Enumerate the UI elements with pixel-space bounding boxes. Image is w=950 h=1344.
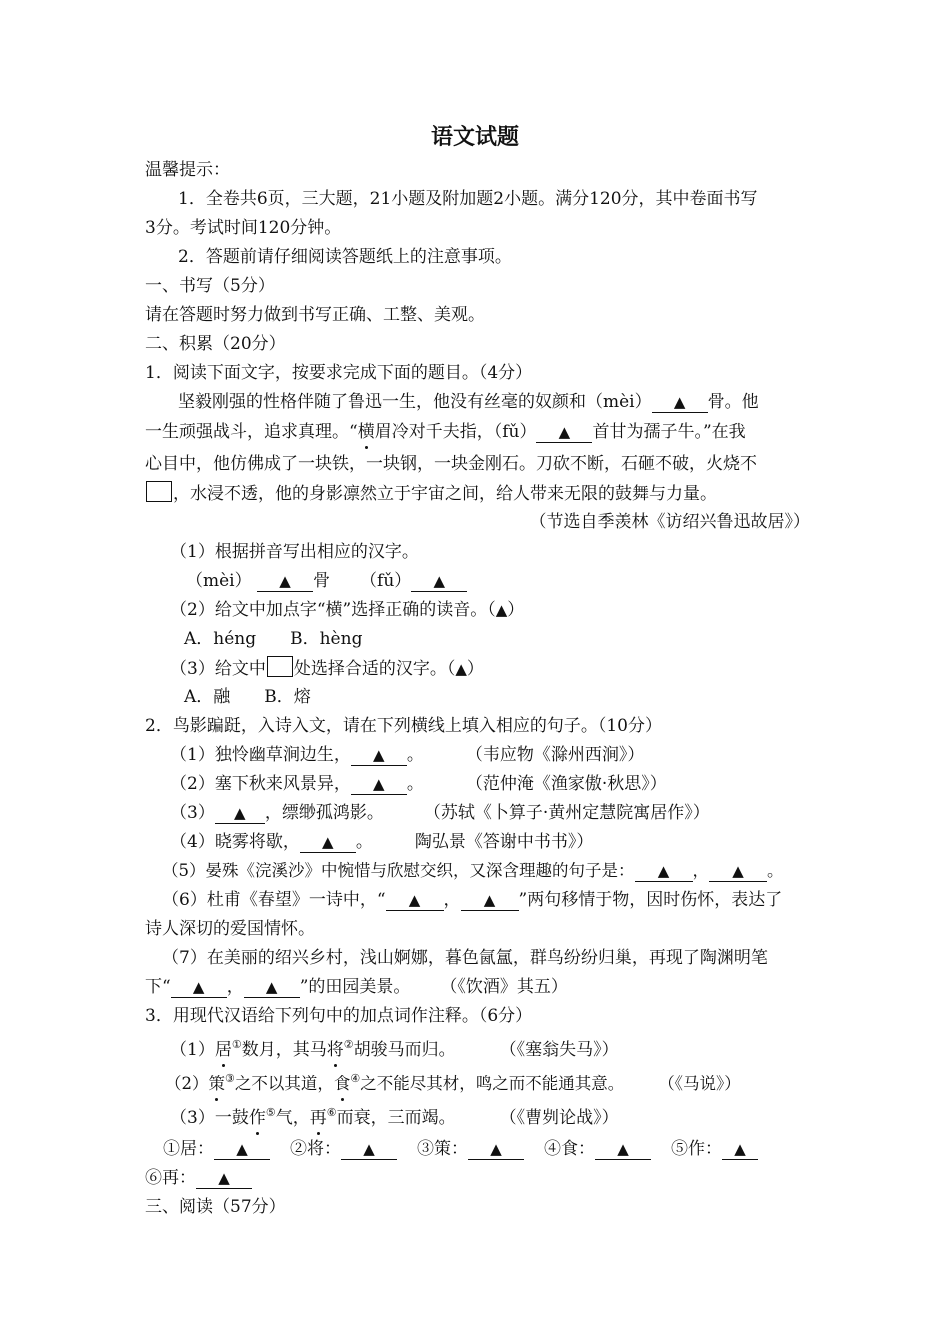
answer-blank[interactable] [214, 1139, 270, 1160]
answer-blank[interactable] [257, 571, 313, 592]
answer-blank[interactable] [652, 392, 708, 413]
answer-label: ②将： [290, 1139, 341, 1159]
triangle-icon: ▲ [322, 833, 334, 851]
question-text: 气， [275, 1108, 310, 1128]
tip-heading: 温馨提示： [145, 160, 230, 180]
answer-blank[interactable] [595, 1139, 651, 1160]
question-text: ， [226, 977, 244, 997]
dotted-char: 策 [209, 1072, 226, 1096]
triangle-icon: ▲ [373, 775, 385, 793]
pinyin-label: （mèi） [186, 571, 252, 591]
tip-2: 2．答题前请仔细阅读答题纸上的注意事项。 [178, 247, 512, 267]
source-text: （《曹刿论战》） [499, 1108, 619, 1128]
question-text: 。 [406, 774, 424, 794]
question-text: ”的田园美景。 [299, 977, 411, 997]
q2-line3 [170, 801, 835, 825]
passage-text: 首甘为孺子牛。”在我 [592, 422, 746, 442]
question-text: 下“ [145, 977, 171, 997]
question-text: 。 [767, 861, 784, 880]
q2-line6-cont: 诗人深切的爱国情怀。 [145, 919, 315, 939]
dotted-char: 横 [357, 422, 375, 442]
section1-text: 请在答题时努力做到书写正确、工整、美观。 [145, 305, 485, 325]
note-number: ④ [350, 1072, 361, 1085]
answer-blank[interactable] [722, 1139, 758, 1160]
q3-clause3 [170, 1101, 835, 1130]
q1-sub3 [170, 656, 835, 681]
answer-blank[interactable] [411, 571, 467, 592]
section2-heading: 二、积累（20分） [145, 334, 286, 354]
q2-line6 [162, 888, 827, 912]
q1-source: （节选自季羡林《访绍兴鲁迅故居》） [529, 512, 810, 532]
triangle-icon[interactable]: ▲ [495, 601, 508, 619]
answer-blank[interactable] [351, 745, 407, 766]
triangle-icon: ▲ [734, 1140, 746, 1158]
fill-box [146, 481, 172, 502]
source-text: 陶弘景《答谢中书书》） [414, 832, 594, 852]
q1-sub3-options: A．融 B．熔 [184, 687, 311, 707]
passage-text: 坚毅刚强的性格伴随了鲁迅一生，他没有丝毫的奴颜和（mèi） [178, 392, 652, 412]
q1-sub1-blanks [186, 569, 851, 593]
q1-stem: 1．阅读下面文字，按要求完成下面的题目。（4分） [145, 363, 533, 383]
q2-line7: （7）在美丽的绍兴乡村，浅山婀娜，暮色氤氲，群鸟纷纷归巢，再现了陶渊明笔 [162, 948, 768, 968]
answer-blank[interactable] [215, 803, 265, 824]
triangle-icon: ▲ [558, 423, 571, 441]
triangle-icon: ▲ [433, 572, 446, 590]
source-text: （韦应物《滁州西涧》） [465, 745, 645, 765]
q1-passage-line1 [178, 390, 843, 414]
tip-1a: 1．全卷共6页，三大题，21小题及附加题2小题。满分120分，其中卷面书写 [178, 189, 758, 209]
triangle-icon: ▲ [363, 1140, 375, 1158]
triangle-icon: ▲ [657, 862, 670, 880]
question-text: 处选择合适的汉字。（ [293, 659, 456, 679]
question-text: ，缥缈孤鸿影。 [264, 803, 384, 823]
q3-clause2 [165, 1067, 830, 1096]
q2-line7-cont [145, 975, 810, 999]
dotted-char: 再 [309, 1108, 327, 1128]
question-text: （3） [170, 803, 215, 823]
answer-blank[interactable] [341, 1139, 397, 1160]
question-text: 。 [406, 745, 424, 765]
answer-blank[interactable] [635, 861, 693, 882]
question-text: （2）给文中加点字“横”选择正确的读音。（ [170, 600, 496, 620]
question-text: 之不以其道， [234, 1074, 334, 1093]
section1-heading: 一、书写（5分） [145, 276, 275, 296]
triangle-icon: ▲ [192, 978, 205, 996]
dotted-char: 食 [334, 1072, 351, 1096]
triangle-icon: ▲ [732, 862, 744, 880]
source-text: （《饮酒》其五） [440, 977, 568, 997]
source-text: （范仲淹《渔家傲·秋思》） [465, 774, 667, 794]
triangle-icon: ▲ [218, 1169, 230, 1187]
source-text: （《塞翁失马》） [499, 1040, 619, 1060]
answer-blank[interactable] [196, 1168, 252, 1189]
question-text: （1）独怜幽草涧边生， [170, 745, 351, 765]
answer-blank[interactable] [536, 422, 592, 443]
triangle-icon[interactable]: ▲ [455, 660, 467, 678]
q1-sub1: （1）根据拼音写出相应的汉字。 [170, 542, 419, 562]
triangle-icon: ▲ [234, 804, 246, 822]
answer-blank[interactable] [468, 1139, 524, 1160]
q3-answers-cont [145, 1166, 810, 1190]
q1-passage-line4 [145, 481, 810, 506]
triangle-icon: ▲ [673, 393, 686, 411]
q3-answers [163, 1137, 813, 1161]
triangle-icon: ▲ [617, 1140, 629, 1158]
question-text: 。 [355, 832, 373, 852]
answer-label: ⑤作： [671, 1139, 722, 1159]
section3-heading: 三、阅读（57分） [145, 1197, 286, 1217]
answer-label: ⑥再： [145, 1168, 196, 1188]
triangle-icon: ▲ [483, 891, 496, 909]
note-number: ⑥ [326, 1106, 337, 1119]
question-text: ） [466, 659, 484, 679]
q2-line1 [170, 743, 835, 767]
fill-box [267, 656, 293, 677]
note-number: ③ [225, 1072, 235, 1085]
q2-stem: 2．鸟影蹁跹，入诗入文，请在下列横线上填入相应的句子。（10分） [145, 716, 662, 736]
question-text: （5）晏殊《浣溪沙》中惋惜与欣慰交织，又深含理趣的句子是： [162, 861, 635, 880]
question-text: 胡骏马而归。 [353, 1040, 456, 1060]
answer-blank[interactable] [461, 890, 519, 911]
dotted-char: 作 [248, 1108, 266, 1128]
page-title: 语文试题 [430, 125, 519, 150]
dotted-char: 居 [214, 1040, 232, 1060]
q3-stem: 3．用现代汉语给下列句中的加点词作注释。（6分） [145, 1006, 533, 1026]
q1-passage-line2 [145, 420, 810, 444]
char-label: 骨 [313, 571, 331, 591]
q1-sub2 [170, 598, 835, 622]
triangle-icon: ▲ [490, 1140, 502, 1158]
question-text: 之不能尽其材，鸣之而不能通其意。 [360, 1074, 625, 1093]
answer-blank[interactable] [171, 977, 227, 998]
passage-text: ，水浸不透，他的身影凛然立于宇宙之间，给人带来无限的鼓舞与力量。 [173, 484, 717, 504]
question-text: （2） [165, 1074, 209, 1093]
question-text: （3）给文中 [170, 659, 266, 679]
note-number: ① [231, 1038, 242, 1051]
pinyin-label: （fǔ） [360, 571, 412, 591]
q2-line4 [170, 830, 835, 854]
answer-label: ③策： [417, 1139, 468, 1159]
triangle-icon: ▲ [408, 891, 421, 909]
answer-label: ①居： [163, 1139, 214, 1159]
question-text: （1） [170, 1040, 215, 1060]
source-text: （苏轼《卜算子·黄州定慧院寓居作》） [423, 803, 710, 823]
answer-blank[interactable] [244, 977, 300, 998]
answer-blank[interactable] [386, 890, 444, 911]
note-number: ② [343, 1038, 354, 1051]
q1-passage-line3: 心目中，他仿佛成了一块铁，一块钢，一块金刚石。刀砍不断，石砸不破，火烧不 [145, 454, 757, 474]
tip-1b: 3分。考试时间120分钟。 [145, 218, 342, 238]
answer-label: ④食： [544, 1139, 595, 1159]
triangle-icon: ▲ [373, 746, 385, 764]
note-number: ⑤ [265, 1106, 276, 1119]
triangle-icon: ▲ [265, 978, 278, 996]
question-text: （6）杜甫《春望》一诗中，“ [162, 890, 386, 910]
q3-clause1 [170, 1033, 835, 1062]
question-text: （3）一鼓 [170, 1108, 249, 1128]
question-text: 而衰，三而竭。 [336, 1108, 456, 1128]
q2-line5 [162, 859, 827, 883]
source-text: （《马说》） [658, 1074, 741, 1093]
triangle-icon: ▲ [236, 1140, 248, 1158]
question-text: ”两句移情于物，因时伤怀，表达了 [518, 890, 783, 910]
q2-line2 [170, 772, 835, 796]
passage-text: 一生顽强战斗，追求真理。“ [145, 422, 358, 442]
question-text: （2）塞下秋来风景异， [170, 774, 351, 794]
question-text: （4）晓雾将歇， [170, 832, 300, 852]
q1-sub2-options: A．héng B．hèng [184, 629, 363, 649]
question-text: 数月，其马 [241, 1040, 327, 1060]
question-text: ， [443, 890, 461, 910]
answer-blank[interactable] [300, 832, 356, 853]
question-text: ） [507, 600, 525, 620]
passage-text: 骨。他 [707, 392, 759, 412]
answer-blank[interactable] [709, 861, 767, 882]
answer-blank[interactable] [351, 774, 407, 795]
question-text: ， [692, 861, 709, 880]
dotted-char: 将 [326, 1040, 344, 1060]
passage-text: 眉冷对千夫指，（fǔ） [374, 422, 537, 442]
triangle-icon: ▲ [279, 572, 291, 590]
